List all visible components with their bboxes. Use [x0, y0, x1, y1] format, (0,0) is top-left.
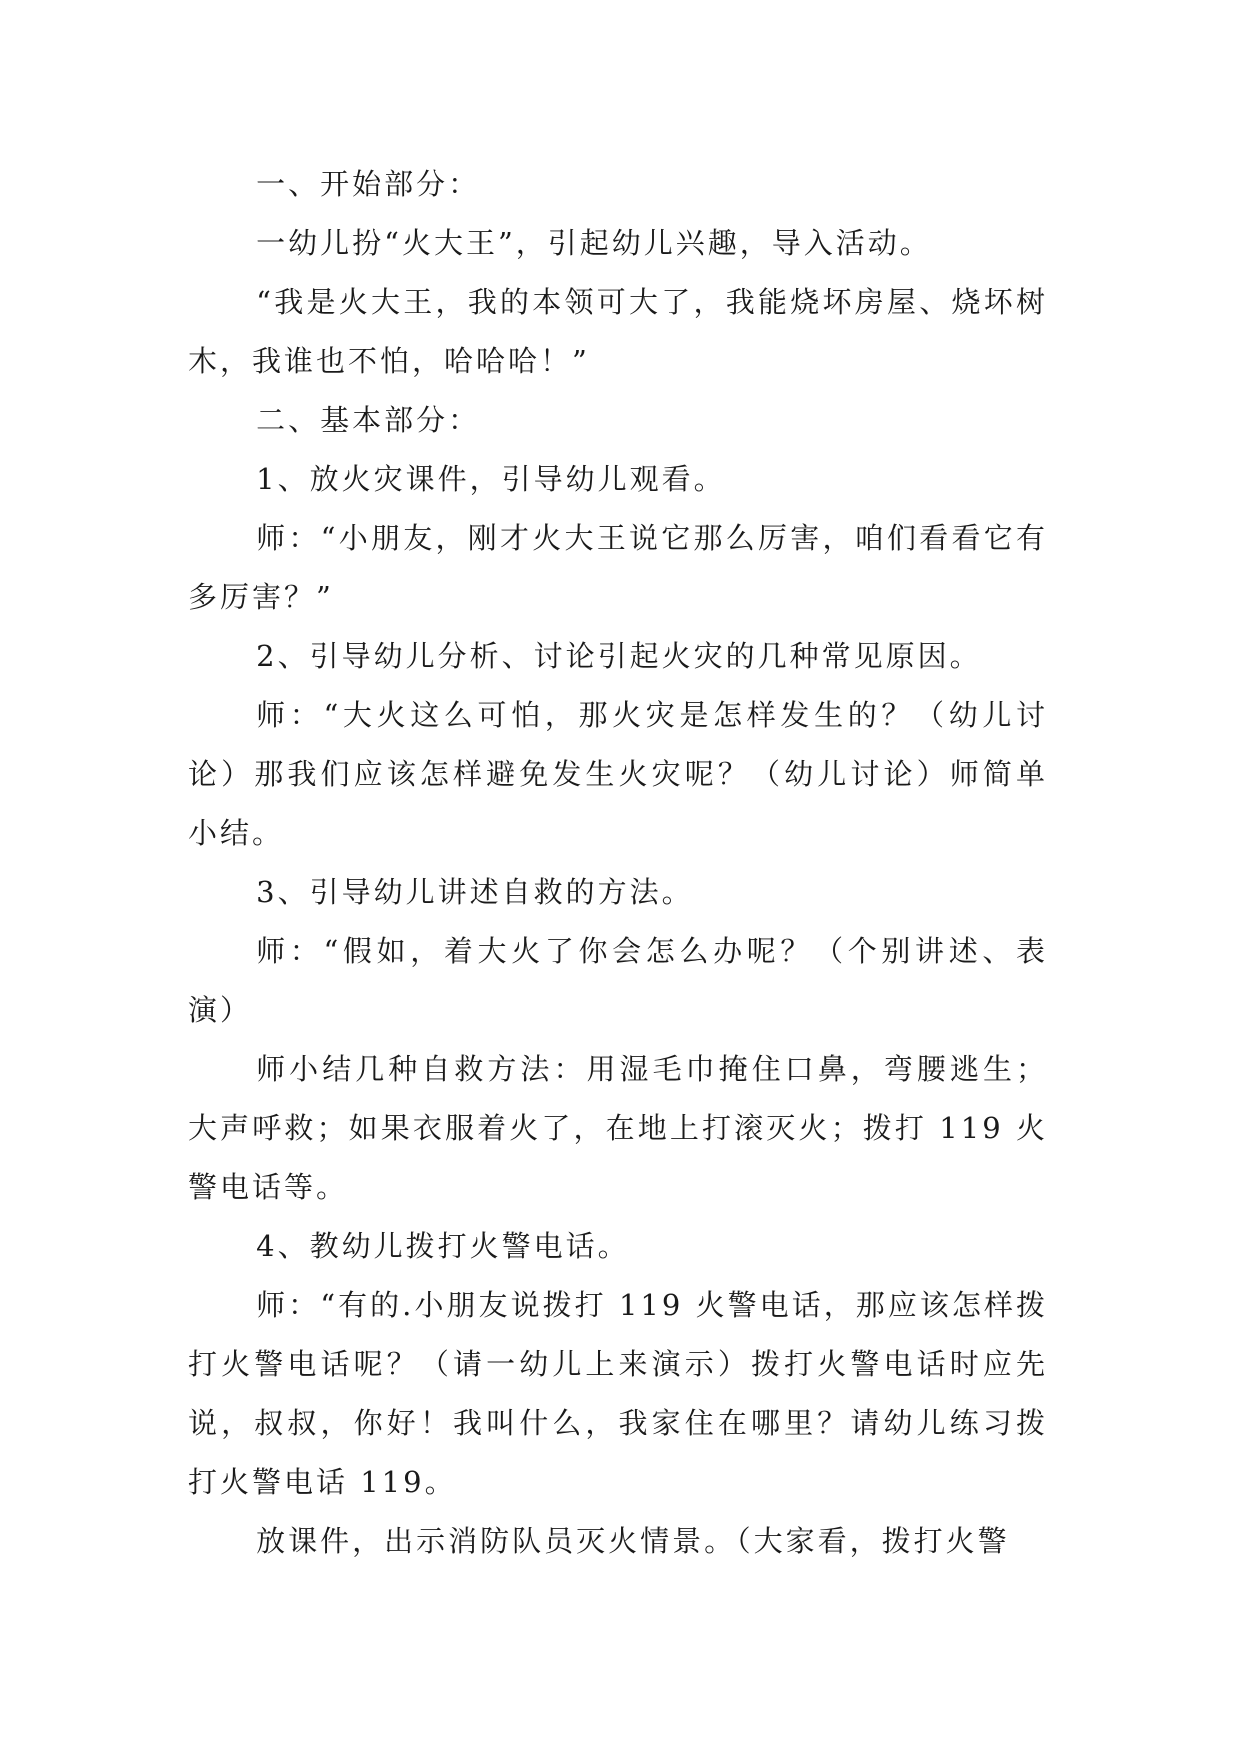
teacher-dialogue: 师：“有的.小朋友说拨打 119 火警电话，那应该怎样拨打火警电话呢？（请一幼儿上来演示）拨打火警电话时应先说，叔叔，你好！我叫什么，我家住在哪里？请幼儿练习拨打火警电话 119。 — [188, 1288, 1048, 1499]
teacher-dialogue: 师：“大火这么可怕，那火灾是怎样发生的？（幼儿讨论）那我们应该怎样避免发生火灾呢？（幼儿讨论）师简单小结。 — [188, 698, 1048, 850]
teacher-dialogue: 师：“小朋友，刚才火大王说它那么厉害，咱们看看它有多厉害？” — [188, 521, 1048, 614]
quote-paragraph: “我是火大王，我的本领可大了，我能烧坏房屋、烧坏树木，我谁也不怕，哈哈哈！” — [188, 285, 1048, 378]
section-heading-basic: 二、基本部分： — [256, 403, 481, 437]
paragraph: 放课件，出示消防队员灭火情景。（大家看，拨打火警 — [256, 1524, 1010, 1558]
step-heading-3: 3、引导幼儿讲述自救的方法。 — [256, 875, 694, 909]
step-heading-4: 4、教幼儿拨打火警电话。 — [256, 1229, 630, 1263]
document-body — [188, 155, 1048, 1571]
teacher-summary: 师小结几种自救方法：用湿毛巾掩住口鼻，弯腰逃生；大声呼救；如果衣服着火了，在地上打滚灭火；拨打 119 火警电话等。 — [188, 1052, 1048, 1204]
step-heading-2: 2、引导幼儿分析、讨论引起火灾的几种常见原因。 — [256, 639, 982, 673]
teacher-dialogue: 师：“假如，着大火了你会怎么办呢？（个别讲述、表演） — [188, 934, 1048, 1027]
step-heading-1: 1、放火灾课件，引导幼儿观看。 — [256, 462, 726, 496]
section-heading-start: 一、开始部分： — [256, 167, 481, 201]
paragraph: 一幼儿扮“火大王”，引起幼儿兴趣，导入活动。 — [256, 226, 932, 260]
